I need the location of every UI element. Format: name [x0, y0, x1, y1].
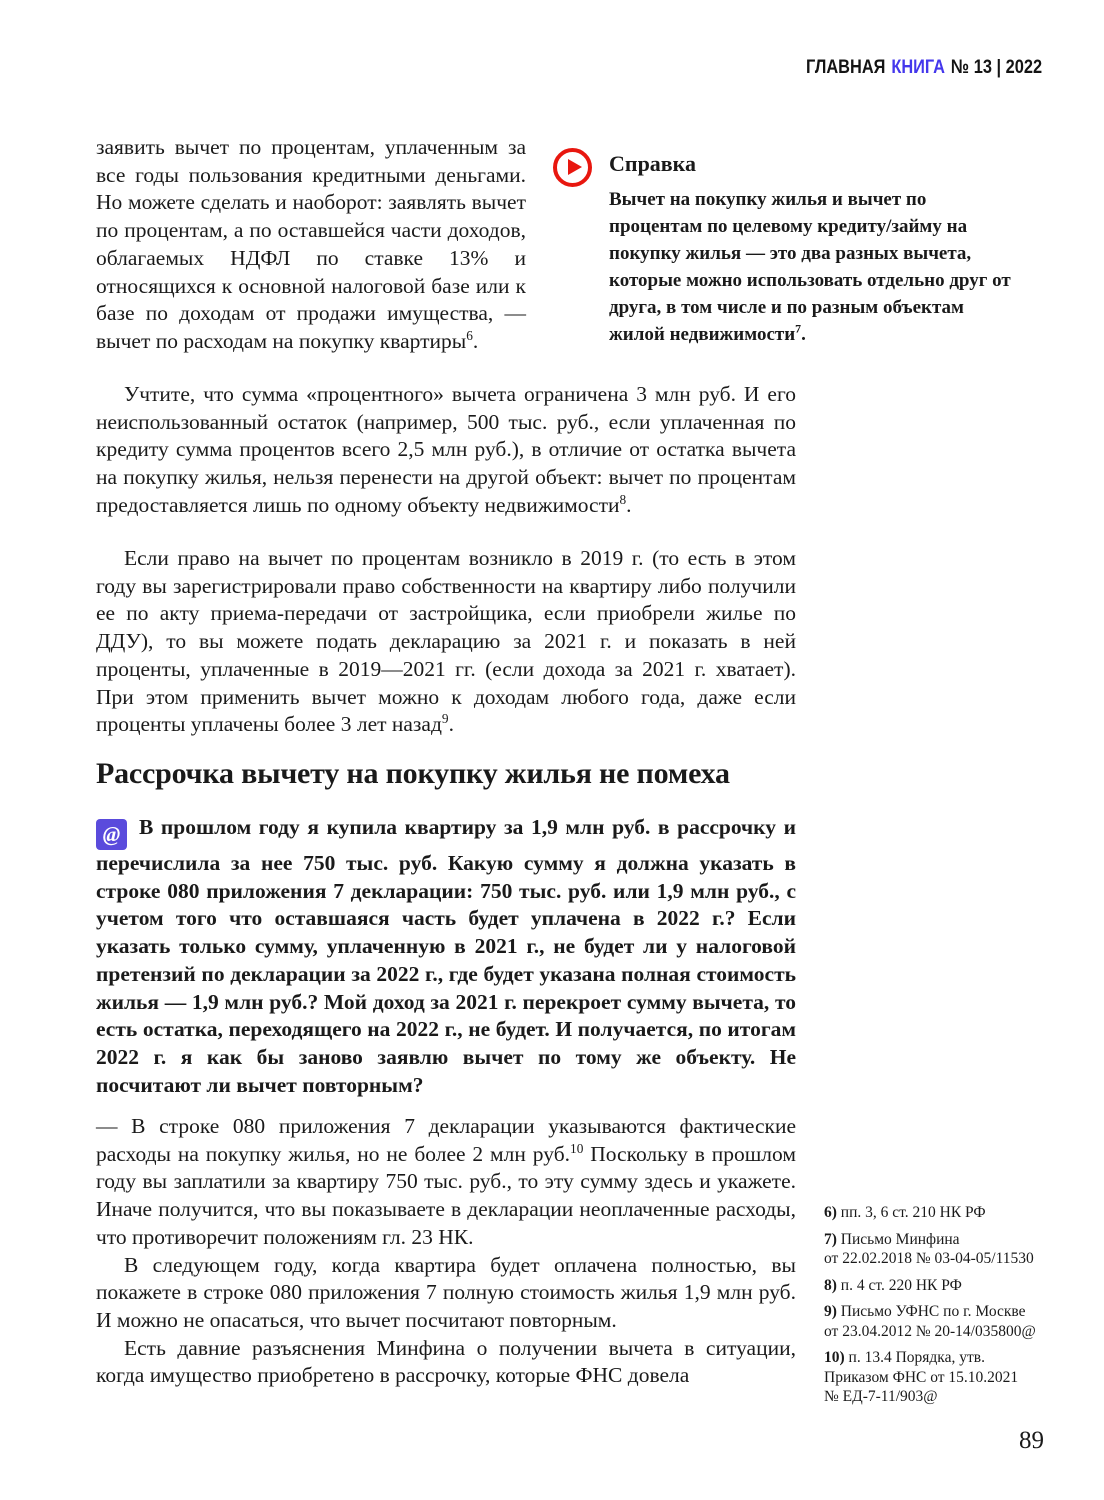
paragraph-text: Учтите, что сумма «процентного» вычета ограничена 3 млн руб. И его неиспользованный остаток (например, 500 тыс. руб., если уплаченная по кредиту сумма процентов всего 2,5 млн руб.), в отличие от остатка вычета на покупку жилья, нельзя перенести на другой объект: вычет по процентам предоставляется лишь по одному объекту недвижимости [96, 382, 796, 517]
footnote-item-10 [824, 1348, 1046, 1407]
footnote-item-8 [824, 1276, 1046, 1296]
paragraph-body [96, 134, 526, 356]
footnote-number: 8) [824, 1276, 837, 1294]
at-icon: @ [96, 819, 127, 850]
footnote-text-line: пп. 3, 6 ст. 210 НК РФ [840, 1204, 986, 1221]
answer-block [96, 1113, 796, 1390]
page-number: 89 [1019, 1427, 1044, 1454]
footnote-item-6 [824, 1203, 1046, 1223]
paragraph-body [96, 381, 796, 520]
footnote-item-7 [824, 1230, 1046, 1269]
footnote-number: 7) [824, 1230, 837, 1248]
footnote-text-line: Приказом ФНС от 15.10.2021 [824, 1368, 1019, 1386]
footnote-number: 6) [824, 1204, 837, 1221]
paragraph-text: Если право на вычет по процентам возникло в 2019 г. (то есть в этом году вы зарегистрировали право собственности на квартиру либо получили ее по акту приема-передачи от застройщика, если приобрели жилье по ДДУ), то вы можете подать декларацию за 2021 г. и показать в ней проценты, уплаченные в 2019—2021 гг. (если дохода за 2021 г. хватает). При этом применить вычет можно к доходам любого года, даже если проценты уплачены более 3 лет назад [96, 546, 796, 737]
reference-note-body [609, 186, 1017, 348]
footnote-text-line: от 23.04.2012 № 20-14/035800@ [824, 1322, 1036, 1340]
paragraph-text: заявить вычет по процентам, уплаченным за все годы пользования кредитными деньгами. Но можете сделать и наоборот: заявлять вычет по процентам, а по оставшейся части доходов, облагаемых НДФЛ по ставке 13% и относящихся к основной налоговой базе или к базе по доходам от продажи имущества, — вычет по расходам на покупку квартиры [96, 135, 526, 353]
paragraph-body [96, 545, 796, 739]
footnote-text-line: Письмо Минфина [840, 1230, 960, 1248]
question-text: В прошлом году я купила квартиру за 1,9 млн руб. в рассрочку и перечислила за нее 750 тыс. руб. Какую сумму я должна указать в строке 080 приложения 7 декларации: 750 тыс. руб. или 1,9 млн руб., с учетом того что оставшаяся часть будет уплачена в 2022 г.? Если указать только сумму, уплаченную в 2021 г., не будет ли у налоговой претензий по декларации за 2022 г., где будет указана полная стоимость жилья — 1,9 млн руб.? Мой доход за 2021 г. перекроет сумму вычета, то есть остатка, переходящего на 2022 г., не будет. И получается, по итогам 2022 г. я как бы заново заявлю вычет по тому же объекту. Не посчитают ли вычет повторным? [96, 815, 796, 1097]
masthead-brand-accent: КНИГА [891, 56, 945, 78]
note-text: . [801, 324, 806, 345]
footnote-ref-7: 7 [795, 322, 802, 336]
paragraph-interest-claim [96, 134, 526, 356]
footnote-ref-8: 8 [619, 491, 627, 507]
question-paragraph [96, 814, 796, 1099]
masthead-issue: № 13 | 2022 [950, 56, 1042, 78]
footnote-ref-9: 9 [441, 711, 449, 727]
section-heading: Рассрочка вычету на покупку жилья не помеха [96, 757, 730, 790]
footnote-text-line: п. 4 ст. 220 НК РФ [840, 1276, 962, 1294]
reference-note-title: Справка [609, 151, 697, 176]
paragraph-right-2019 [96, 545, 796, 739]
footnote-text-line: п. 13.4 Порядка, утв. [848, 1349, 985, 1366]
answer-text: Поскольку в прошлом году вы заплатили за квартиру 750 тыс. руб., то эту сумму здесь и укажете. Иначе получится, что вы показываете в декларации неоплаченные расходы, что противоречит положениям гл. 23 НК. [96, 1141, 796, 1249]
footnotes-list [824, 1203, 1046, 1414]
answer-paragraph-3: Есть давние разъяснения Минфина о получении вычета в ситуации, когда имущество приобретено в рассрочку, которые ФНС довела [96, 1335, 796, 1388]
footnote-ref-6: 6 [466, 327, 473, 343]
footnote-item-9 [824, 1302, 1046, 1341]
footnote-number: 9) [824, 1303, 837, 1320]
paragraph-text: . [626, 492, 632, 517]
masthead [806, 56, 1042, 79]
footnote-text-line: Письмо УФНС по г. Москве [840, 1303, 1026, 1320]
footnote-text-line: № ЕД-7-11/903@ [824, 1388, 938, 1405]
paragraph-body [96, 814, 796, 1099]
footnote-text-line: от 22.02.2018 № 03-04-05/11530 [824, 1250, 1034, 1267]
play-icon [553, 148, 592, 187]
reference-note [553, 148, 1017, 348]
masthead-brand-black: ГЛАВНАЯ [805, 56, 886, 78]
answer-text: — В строке 080 приложения 7 декларации указываются фактические расходы на покупку жилья, но не более 2 млн руб. [96, 1114, 796, 1166]
footnote-ref-10: 10 [570, 1140, 584, 1156]
paragraph-text: . [448, 712, 454, 737]
paragraph-interest-limit [96, 381, 796, 520]
answer-paragraph-1 [96, 1113, 796, 1252]
paragraph-text: . [472, 328, 479, 353]
note-text: Вычет на покупку жилья и вычет по процентам по целевому кредиту/займу на покупку жилья — это два разных вычета, которые можно использовать отдельно друг от друга, в том числе и по разным объектам жилой недвижимости [609, 189, 1011, 345]
footnote-number: 10) [824, 1349, 845, 1366]
reference-note-content [609, 148, 1017, 348]
answer-paragraph-2: В следующем году, когда квартира будет оплачена полностью, вы покажете в строке 080 приложения 7 полную стоимость жилья 1,9 млн руб. И можно не опасаться, что вычет посчитают повторным. [96, 1252, 796, 1332]
